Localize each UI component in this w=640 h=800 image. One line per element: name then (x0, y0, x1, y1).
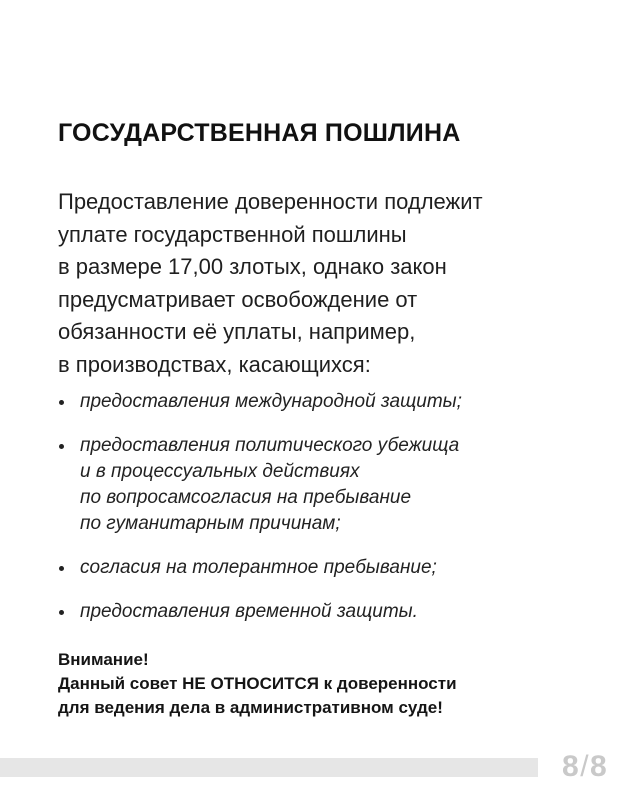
list-item-line: по гуманитарным причинам; (80, 513, 341, 534)
notice-block (58, 648, 618, 720)
intro-line: в производствах, касающихся: (58, 351, 371, 377)
notice-line: для ведения дела в административном суде! (58, 698, 443, 717)
list-item-line: предоставления политического убежища (80, 435, 460, 456)
intro-line: в размере 17,00 злотых, однако закон (58, 254, 447, 279)
bullet-icon (59, 444, 64, 449)
exemption-list (58, 389, 618, 625)
notice-line: Данный совет НЕ ОТНОСИТСЯ к доверенности (58, 674, 457, 693)
page-current: 8 (562, 750, 580, 783)
list-item (58, 555, 618, 581)
list-item (58, 389, 618, 415)
intro-line: Предоставление доверенности подлежит (58, 189, 483, 214)
intro-line: предусматривает освобождение от (58, 286, 418, 312)
list-item-line: предоставления международной защиты; (80, 391, 462, 412)
bullet-icon (59, 566, 64, 571)
intro-line: уплате государственной пошлины (58, 221, 407, 247)
intro-paragraph (58, 186, 618, 381)
list-item (58, 433, 618, 537)
notice-heading: Внимание! (58, 650, 149, 669)
page-title: ГОСУДАРСТВЕННАЯ ПОШЛИНА (58, 119, 461, 147)
bullet-icon (59, 610, 64, 615)
list-item-line: и в процессуальных действиях (80, 461, 360, 482)
page-separator: / (580, 750, 590, 783)
list-item-line: по вопросамсогласия на пребывание (80, 487, 412, 508)
list-item (58, 599, 618, 625)
bullet-icon (59, 400, 64, 405)
list-item-line: предоставления временной защиты. (80, 601, 418, 622)
intro-line: обязанности её уплаты, например, (58, 319, 416, 344)
page-total: 8 (590, 750, 608, 783)
progress-bar (0, 758, 538, 777)
list-item-line: согласия на толерантное пребывание; (80, 557, 437, 578)
page-counter (562, 750, 607, 784)
